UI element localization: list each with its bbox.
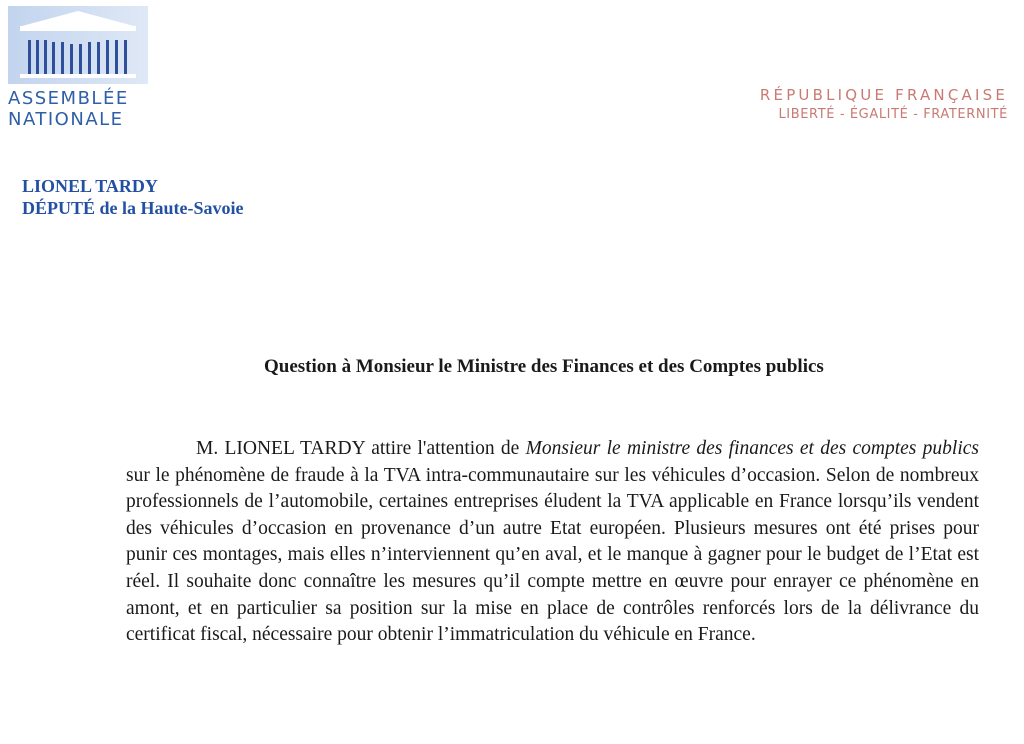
logo-line-1: ASSEMBLÉE bbox=[8, 88, 129, 109]
assemblee-nationale-logo bbox=[8, 6, 158, 130]
logo-text bbox=[8, 88, 158, 130]
republic-motto: LIBERTÉ - ÉGALITÉ - FRATERNITÉ bbox=[778, 107, 1008, 122]
deputy-title: DÉPUTÉ de la Haute-Savoie bbox=[22, 198, 244, 218]
question-body-intro: M. LIONEL TARDY attire l'attention de bbox=[196, 438, 526, 459]
republic-header bbox=[760, 85, 1008, 125]
deputy-name: LIONEL TARDY bbox=[22, 176, 158, 196]
logo-line-2: NATIONALE bbox=[8, 109, 124, 130]
question-body bbox=[126, 436, 979, 649]
parliament-building-icon bbox=[8, 6, 148, 84]
deputy-block bbox=[22, 175, 244, 219]
republic-title: RÉPUBLIQUE FRANÇAISE bbox=[759, 86, 1008, 104]
question-title: Question à Monsieur le Ministre des Finances et des Comptes publics bbox=[264, 356, 824, 377]
question-body-text: sur le phénomène de fraude à la TVA intra-communautaire sur les véhicules d’occasion. Selon de nombreux professionnels de l’automobile, certaines entreprises éludent la TVA applicable en France lorsqu’ils vendent des véhicules d’occasion en provenance d’un autre Etat européen. Plusieurs mesures ont été prises pour punir ces montages, mais elles n’interviennent qu’en aval, et le manque à gagner pour le budget de l’Etat est réel. Il souhaite donc connaître les mesures qu’il compte mettre en œuvre pour enrayer ce phénomène en amont, et en particulier sa position sur la mise en place de contrôles renforcés lors de la délivrance du certificat fiscal, nécessaire pour obtenir l’immatriculation du véhicule en France. bbox=[126, 464, 979, 646]
question-body-minister: Monsieur le ministre des finances et des comptes publics bbox=[525, 438, 979, 459]
